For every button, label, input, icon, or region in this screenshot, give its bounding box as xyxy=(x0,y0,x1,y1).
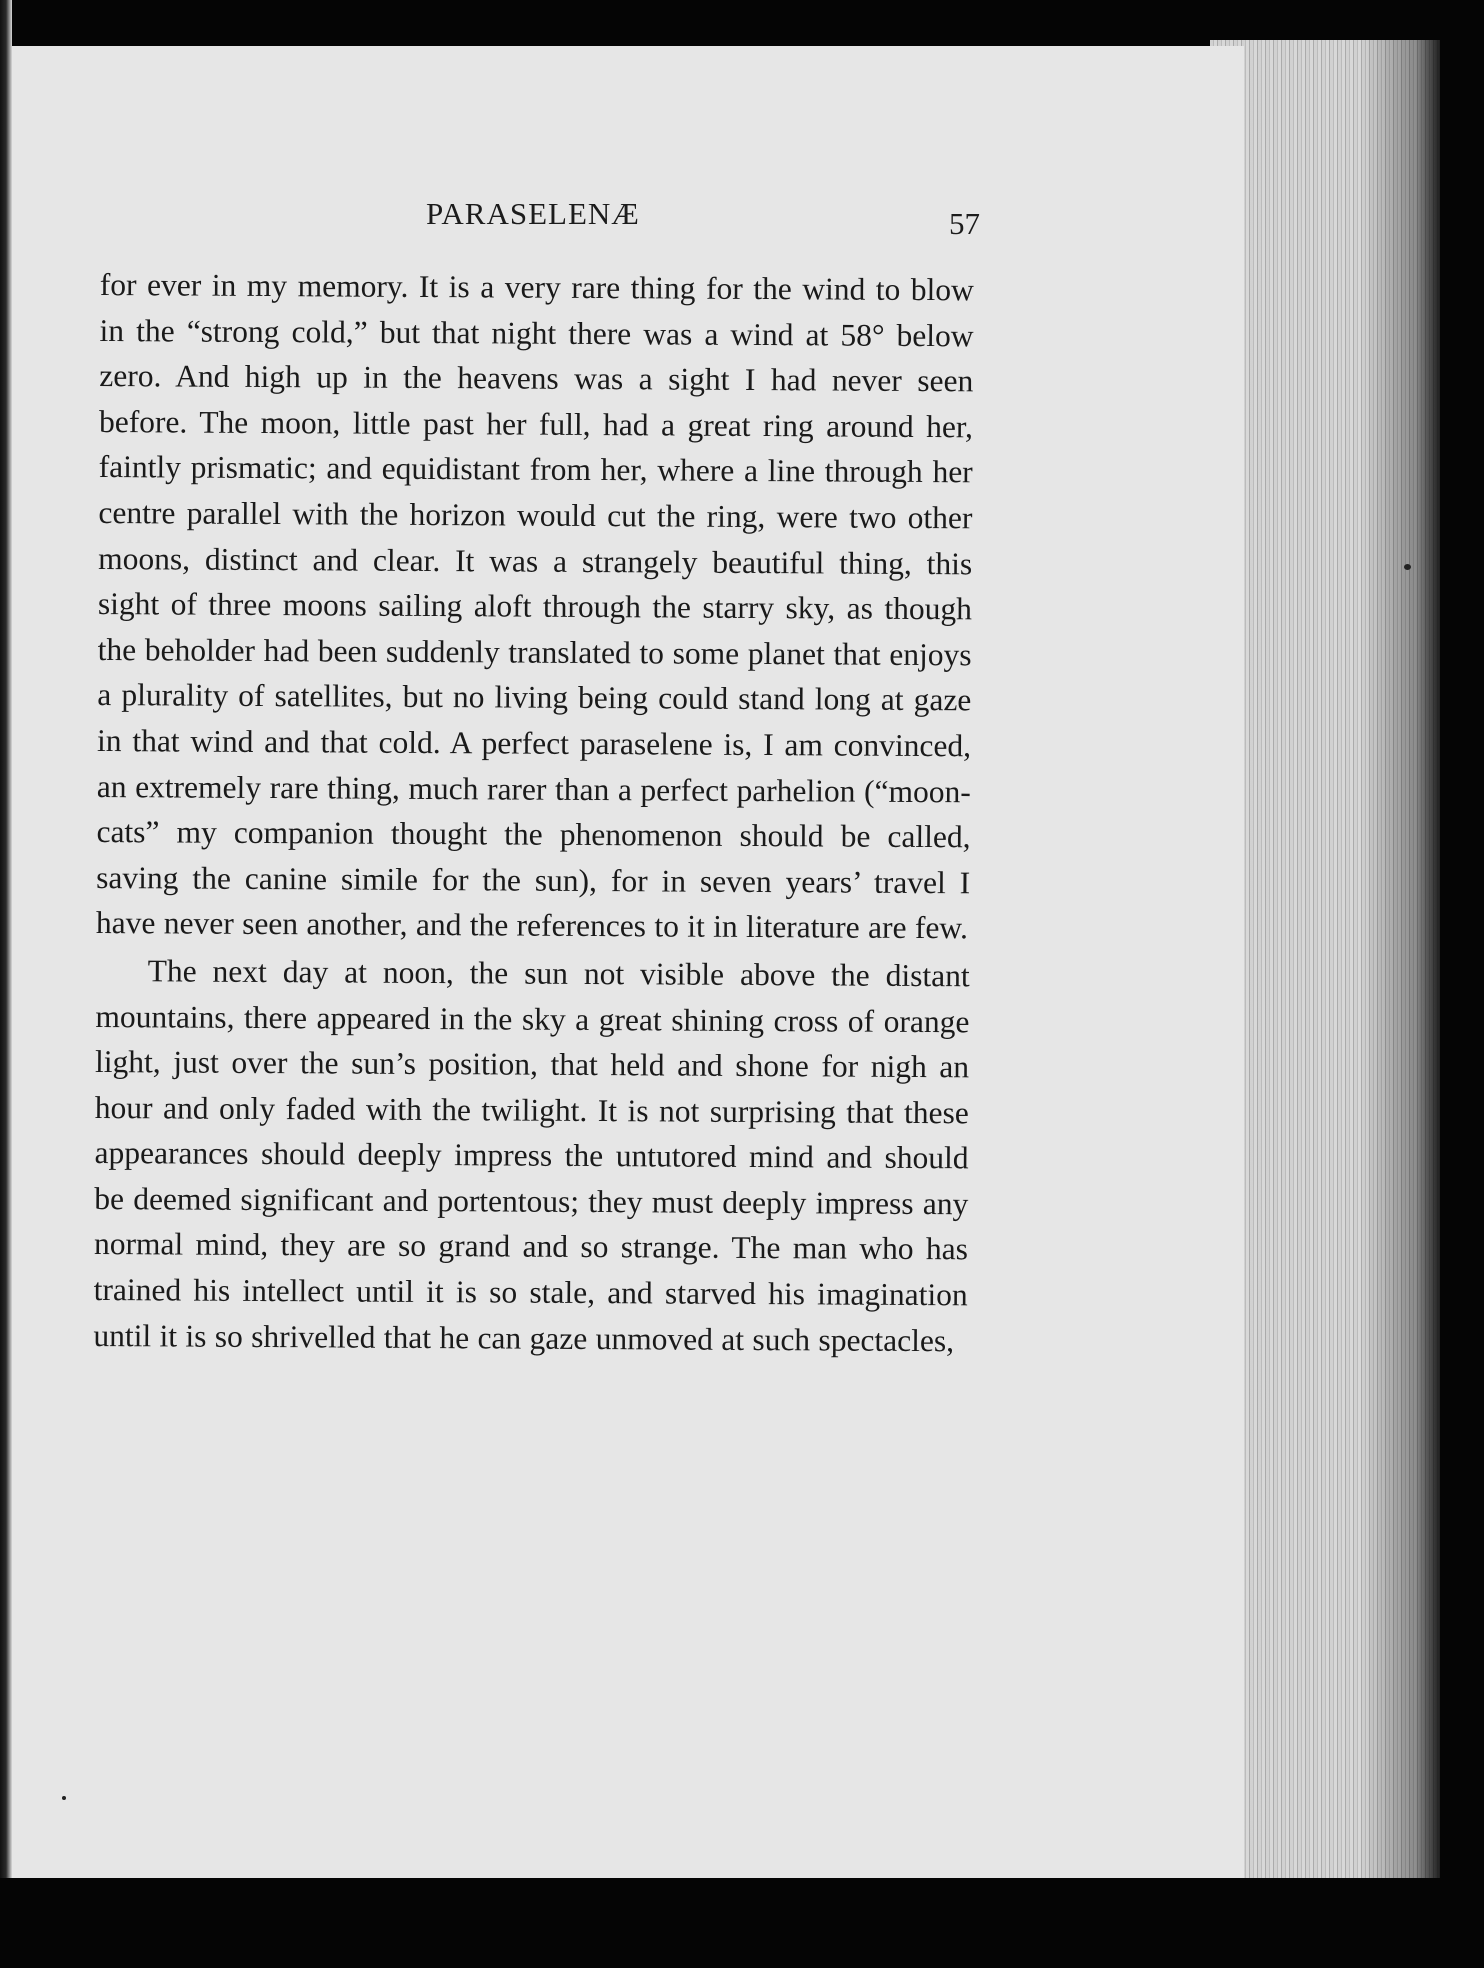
dust-speck xyxy=(1404,564,1411,570)
body-text xyxy=(93,262,974,1364)
bottom-shadow xyxy=(0,1878,1484,1968)
page-header xyxy=(96,196,980,252)
binding-gutter xyxy=(0,0,12,1968)
paragraph-2: The next day at noon, the sun not visible above the distant mountains, there appeared in the sky a great shining cross of orange light, just over the sun’s position, that held and shone for nigh an hour and only faded with the twilight. It is not surprising that these appearances should deeply impress the untutored mind and should be deemed significant and portentous; they must deeply impress any normal mind, they are so grand and so strange. The man who has trained his intellect until it is so stale, and starved his imagination until it is so shrivelled that he can gaze unmoved at such spectacles, xyxy=(93,953,970,1358)
dust-speck xyxy=(62,1796,66,1800)
paragraph-1: for ever in my memory. It is a very rare thing for the wind to blow in the “strong cold,” but that night there was a wind at 58° below zero. And high up in the heavens was a sight I had never seen before. The moon, little past her full, had a great ring around her, faintly prismatic; and equidistant from her, where a line through her centre parallel with the horizon would cut the ring, were two other moons, distinct and clear. It was a strangely beautiful thing, this sight of three moons sailing aloft through the starry sky, as though the beholder had been suddenly translated to some planet that enjoys a plurality of satellites, but no living being could stand long at gaze in that wind and that cold. A perfect paraselene is, I am convinced, an extremely rare thing, much rarer than a perfect parhelion (“moon-cats” my companion thought the phenomenon should be called, saving the canine simile for the sun), for in seven years’ travel I have never seen another, and the references to it in literature are few. xyxy=(95,266,974,946)
running-head: PARASELENÆ xyxy=(426,196,640,231)
page-number: 57 xyxy=(949,206,980,241)
page-edges xyxy=(1210,40,1440,1880)
